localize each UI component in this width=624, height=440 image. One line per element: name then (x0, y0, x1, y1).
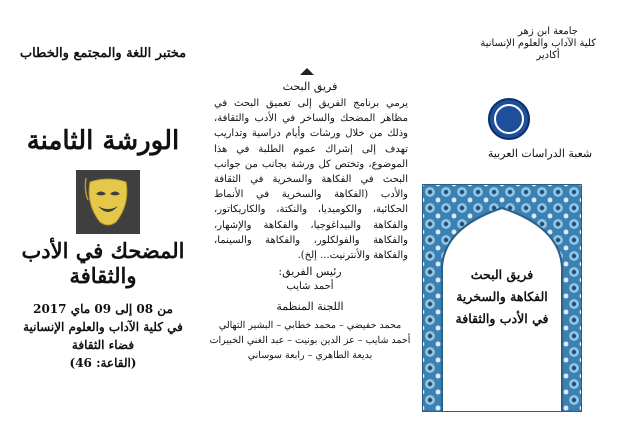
faculty-line: كلية الآداب والعلوم الإنسانية (480, 38, 596, 49)
city-line: أكادير (536, 50, 560, 61)
venue-line: في كلية الآداب والعلوم الإنسانية (23, 320, 183, 334)
panel-left (0, 0, 206, 440)
president-name: أحمد شايب (286, 281, 334, 292)
arch-line: في الأدب والثقافة (455, 311, 549, 326)
up-triangle-icon (300, 68, 314, 75)
committee-line: بديعة الطاهري – رابعة سوساني (247, 350, 373, 361)
university-name (480, 26, 596, 62)
panel-right (414, 0, 624, 440)
space-line: فضاء الثقافة (71, 338, 135, 352)
dates-line: من 08 إلى 09 ماي 2017 (33, 302, 173, 316)
research-team-heading: فريق البحث (282, 80, 338, 93)
university-line: جامعة ابن زهر (518, 26, 578, 37)
committee-line: محمد حفيضي – محمد خطابي – البشير التهالي (218, 320, 402, 331)
topic-title: المضحك في الأدب والثقافة (21, 238, 185, 288)
program-description: يرمي برنامج الفريق إلى تعميق البحث في مظاهر المضحك والساخر في الأدب والثقافة، وذلك من خلال ورشات وأيام دراسية وتداريب تهدف إلى إشراك عموم الطلبة في هذا الموضوع، وتختص كل ورشة بجانب من جوانب البحث في الفكاهة والسخرية في الثقافة والأدب (الفكاهة والسخرية في الأنماط الحكائية، والكوميديا، والنكتة، والكاريكاتور، والفكاهة والبيداغوجيا، والفكاهة والإشهار، والفكاهة والفولكلور، والفكاهة والسينما، والفكاهة والأنترنيت... إلخ). (214, 98, 408, 262)
arch-title (454, 264, 550, 330)
workshop-title: الورشة الثامنة (26, 126, 180, 156)
committee-line: أحمد شايب – عز الدين بونيت – عبد الغني الخبيرات (209, 335, 411, 346)
lab-title: مختبر اللغة والمجتمع والخطاب (19, 46, 187, 61)
arch-line: الفكاهة والسخرية (456, 289, 548, 304)
event-dates (0, 300, 206, 372)
theater-mask-icon (76, 170, 140, 234)
arch-line: فريق البحث (470, 267, 534, 282)
president-label: رئيس الفريق: (278, 265, 342, 278)
panel-middle (206, 0, 414, 440)
room-line: (القاعة: 46) (69, 356, 137, 370)
university-logo-icon (488, 98, 530, 140)
committee-label: اللجنة المنظمة (276, 300, 344, 313)
department-name: شعبة الدراسات العربية (487, 147, 593, 160)
committee-list (206, 318, 414, 363)
